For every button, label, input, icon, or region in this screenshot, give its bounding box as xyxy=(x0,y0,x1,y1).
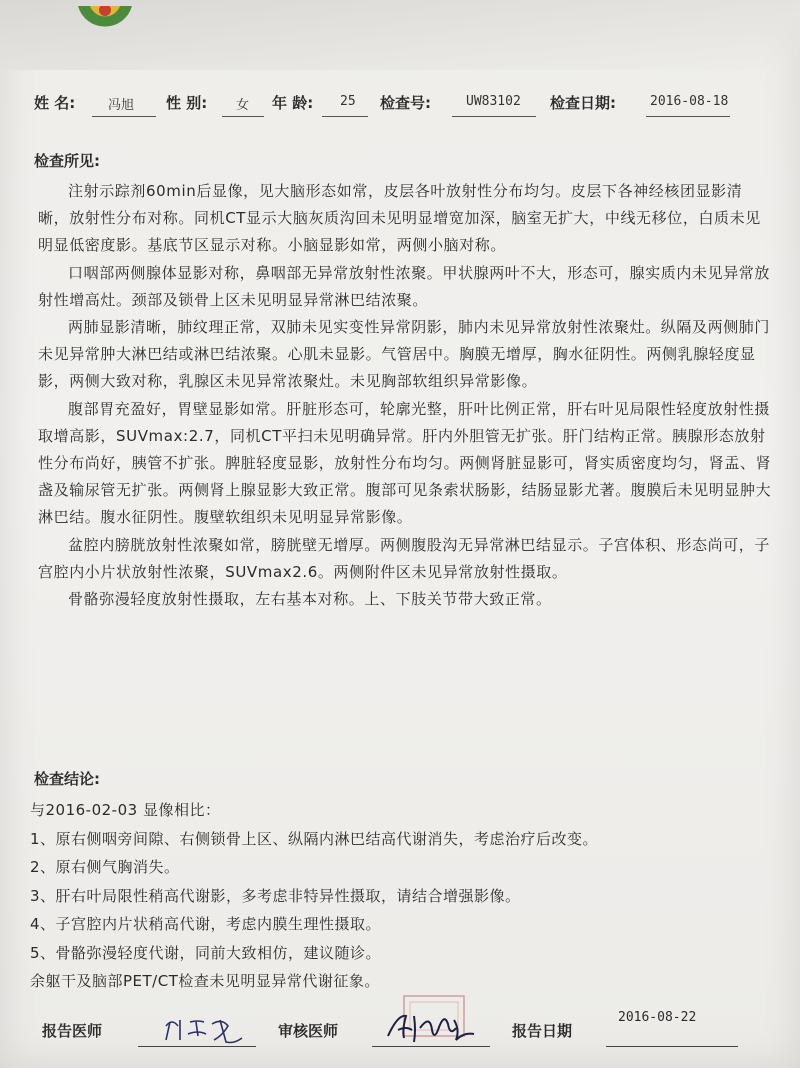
conclusion-title: 检查结论: xyxy=(34,770,100,788)
conclusion-line: 4、子宫腔内片状稍高代谢，考虑内膜生理性摄取。 xyxy=(30,915,382,933)
exam-date-underline xyxy=(646,116,730,117)
report-doctor-signature xyxy=(160,1012,250,1048)
gender-value: 女 xyxy=(236,98,250,113)
findings-paragraph: 骨骼弥漫轻度放射性摄取，左右基本对称。上、下肢关节带大致正常。 xyxy=(68,590,552,609)
exam-date-value: 2016-08-18 xyxy=(650,94,729,109)
conclusion-line: 余躯干及脑部PET/CT检查未见明显异常代谢征象。 xyxy=(30,972,380,990)
age-label: 年 龄: xyxy=(272,94,314,112)
conclusion-line: 2、原右侧气胸消失。 xyxy=(30,858,180,876)
conclusion-line: 与2016-02-03 显像相比： xyxy=(30,801,221,819)
patient-info-header xyxy=(0,88,800,128)
findings-paragraph: 两肺显影清晰，肺纹理正常，双肺未见实变性异常阴影，肺内未见异常放射性浓聚灶。纵隔及两侧肺门未见异常肿大淋巴结或淋巴结浓聚。心肌未显影。气管居中。胸膜无增厚，胸水征阴性。两侧乳腺轻度显影，两侧大致对称，乳腺区未见异常浓聚灶。未见胸部软组织异常影像。 xyxy=(38,318,771,391)
review-doctor-label: 审核医师 xyxy=(278,1022,339,1040)
age-underline xyxy=(322,116,368,117)
exam-no-label: 检查号: xyxy=(380,94,431,112)
review-doctor-underline xyxy=(372,1046,490,1047)
findings-paragraph: 注射示踪剂60min后显像，见大脑形态如常，皮层各叶放射性分布均匀。皮层下各神经核团显影清晰，放射性分布对称。同机CT显示大脑灰质沟回未见明显增宽加深，脑室无扩大，中线无移位，白质未见明显低密度影。基底节区显示对称。小脑显影如常，两侧小脑对称。 xyxy=(38,182,761,255)
gender-underline xyxy=(222,116,264,117)
findings-title: 检查所见: xyxy=(34,152,100,170)
findings-paragraph: 盆腔内膀胱放射性浓聚如常，膀胱壁无增厚。两侧腹股沟无异常淋巴结显示。子宫体积、形态尚可，子宫腔内小片状放射性浓聚，SUVmax2.6。两侧附件区未见异常放射性摄取。 xyxy=(38,535,771,581)
findings-paragraph: 腹部胃充盈好，胃壁显影如常。肝脏形态可，轮廓光整，肝叶比例正常，肝右叶见局限性轻度放射性摄取增高影，SUVmax:2.7，同机CT平扫未见明确异常。肝内外胆管无扩张。肝门结构正常。胰腺形态放射性分布尚好，胰管不扩张。脾脏轻度显影，放射性分布均匀。两侧肾脏显影可，肾实质密度均匀，肾盂、肾盏及输尿管无扩张。两侧肾上腺显影大致正常。腹部可见条索状肠影，结肠显影尤著。腹膜后未见明显肿大淋巴结。腹水征阴性。腹壁软组织未见明显异常影像。 xyxy=(38,399,772,527)
report-doctor-underline xyxy=(138,1046,256,1047)
review-doctor-signature xyxy=(380,1006,490,1050)
report-date-label: 报告日期 xyxy=(512,1022,573,1040)
exam-no-value: UW83102 xyxy=(466,94,521,109)
age-value: 25 xyxy=(340,94,356,109)
name-value: 冯旭 xyxy=(108,98,135,113)
report-date-underline xyxy=(606,1046,738,1047)
hospital-logo xyxy=(70,6,140,46)
exam-no-underline xyxy=(452,116,536,117)
report-footer xyxy=(0,1010,800,1060)
name-label: 姓 名: xyxy=(34,94,76,112)
report-doctor-label: 报告医师 xyxy=(42,1022,103,1040)
conclusion-line: 3、肝右叶局限性稍高代谢影，多考虑非特异性摄取，请结合增强影像。 xyxy=(30,886,521,905)
report-date-value: 2016-08-22 xyxy=(618,1010,697,1025)
name-underline xyxy=(92,116,156,117)
findings-body xyxy=(38,178,773,613)
conclusion-body xyxy=(30,796,790,996)
exam-date-label: 检查日期: xyxy=(550,94,616,112)
findings-paragraph: 口咽部两侧腺体显影对称，鼻咽部无异常放射性浓聚。甲状腺两叶不大，形态可，腺实质内未见异常放射性增高灶。颈部及锁骨上区未见明显异常淋巴结浓聚。 xyxy=(38,263,771,309)
conclusion-line: 1、原右侧咽旁间隙、右侧锁骨上区、纵隔内淋巴结高代谢消失，考虑治疗后改变。 xyxy=(30,829,599,848)
gender-label: 性 别: xyxy=(166,94,208,112)
conclusion-line: 5、骨骼弥漫轻度代谢，同前大致相仿，建议随诊。 xyxy=(30,943,382,962)
